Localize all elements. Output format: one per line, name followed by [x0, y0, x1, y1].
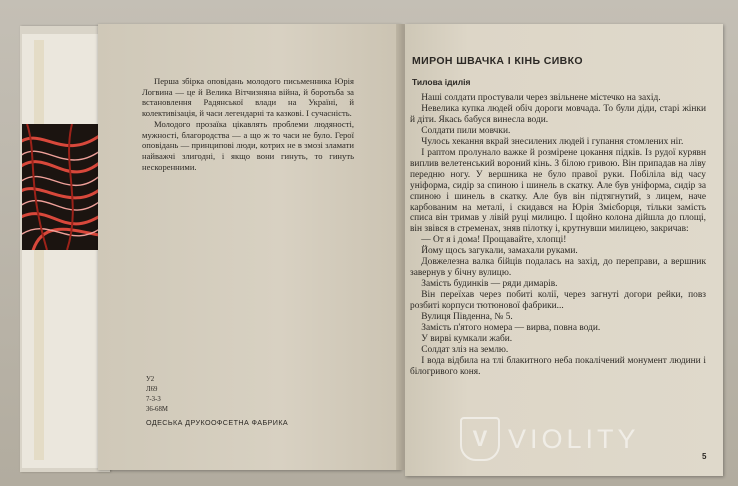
red-swirl-artwork [22, 124, 100, 250]
story-paragraph: Вулиця Південна, № 5. [421, 312, 513, 323]
story-paragraph: — От я і дома! Прощавайте, хлопці! [421, 235, 567, 246]
story-paragraph: Солдати пили мовчки. [421, 125, 511, 136]
annotation-paragraph: Молодого прозаїка цікавлять проблеми людяності, мужності, благородства — а що ж то часи не було. Герої оповідань — принципові люди, котрих не в змозі зламати найважчі злигодні, і якщо вони гинуть, то гинуть нескоренними. [142, 118, 354, 172]
story-paragraph: І раптом пролунало важке й розмірене цокання підків. Із рудої курявн виплив велетенський вороний кінь. З білою гривою. Він припадав на ліву передню ногу. У вершника не було правої руки. Побіліла від часу уніформа, сидір за спиною і шинель в скатку. Але був уніформа, сидір за спиною і шинель в скатку. Але був він підтягнутий, з лицем, наче карбованим на металі, і скидався на Юрія Змієборця, тільки замість списа він тримав у лівій руці милицю. І щойно колона дійшла до площі, він звівся в стременах, зняв пілотку і, крутнувши милицею, закричав: [410, 147, 706, 235]
book-annotation [142, 76, 354, 172]
story-paragraph: Замість п'ятого номера — вирва, повна води. [421, 323, 601, 334]
annotation-paragraph: Перша збірка оповідань молодого письменника Юрія Логвина — це й Велика Вітчизняна війна, й боротьба за встановлення Радянської влади на Україні, й колективізація, й часи легендарні та казкові. І сучасність. [142, 76, 354, 119]
imprint-line: 7-3-3 [146, 396, 161, 403]
spine-strip [34, 40, 44, 460]
story-subtitle: Тилова ідилія [412, 77, 471, 87]
story-paragraph: Він переїхав через побиті колії, через загнуті догори рейки, повз розбиті корпуси тютюнової фабрики... [410, 290, 706, 312]
story-title: МИРОН ШВАЧКА І КІНЬ СИВКО [412, 55, 584, 67]
imprint-codes [146, 375, 168, 415]
story-paragraph: Замість будинків — ряди димарів. [421, 279, 558, 290]
story-paragraph: Наші солдати простували через звільнене містечко на захід. [421, 93, 661, 103]
watermark [460, 416, 640, 462]
imprint-line: У2 [146, 376, 155, 383]
story-paragraph: Невелика купка людей обіч дороги мовчада. То були діди, старі жінки й діти. Якась бабуся винесла води. [410, 103, 706, 125]
story-paragraph: Довжелезна валка бійців подалась на захід, до переправи, а вершник завернув у бічну вулицю. [410, 257, 706, 279]
v-shield-logo-icon: V [460, 417, 500, 461]
watermark-text: VIOLITY [508, 423, 640, 454]
story-paragraph: Йому щось загукали, замахали руками. [421, 246, 578, 257]
story-paragraph: І вода відбила на тлі блакитного неба покалічений монумент людини і білогривого коня. [410, 355, 706, 377]
cover-artwork [22, 124, 100, 250]
imprint-line: 36-68М [146, 406, 168, 413]
story-paragraph: Чулось хекання вкрай знесилених людей і гупання стомлених ніг. [421, 136, 684, 147]
imprint-line: Л69 [146, 386, 158, 393]
story-paragraph: У вирві кумкали жаби. [421, 333, 513, 344]
page-number: 5 [702, 452, 707, 461]
print-house: ОДЕСЬКА ДРУКООФСЕТНА ФАБРИКА [146, 418, 289, 427]
story-text [410, 93, 706, 378]
story-paragraph: Солдат зліз на землю. [421, 344, 509, 355]
